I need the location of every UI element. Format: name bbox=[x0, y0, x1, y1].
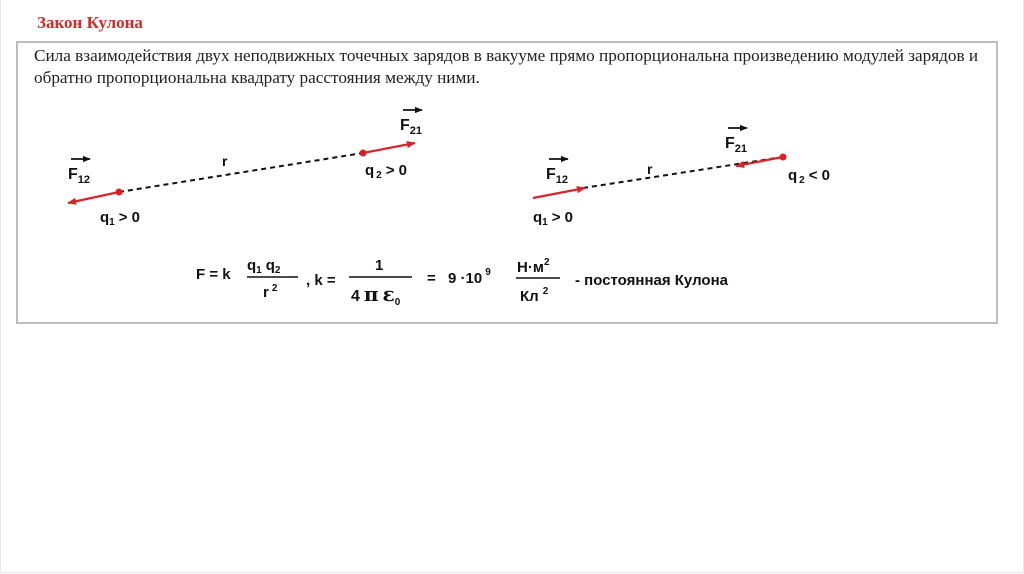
f12-label: $F_{12}$ bbox=[546, 166, 569, 186]
equals-sign: = bbox=[427, 270, 436, 287]
coulomb-formula bbox=[196, 257, 729, 308]
f21-label: $F_{21}$ bbox=[400, 117, 423, 137]
law-definition: Сила взаимодействия двух неподвижных точечных зарядов в вакууме прямо пропорциональна произведению модулей зарядов и обратно пропорциональна квадрату расстояния между ними. bbox=[34, 46, 979, 87]
distance-label: r bbox=[222, 153, 228, 169]
force-arrow-f21 bbox=[736, 157, 783, 166]
unit-denominator: Кл $^2$ bbox=[520, 286, 549, 305]
distance-label: r bbox=[647, 161, 653, 177]
left-diagram bbox=[68, 110, 422, 228]
unit-numerator: $Н\cdot м^2$ bbox=[517, 257, 550, 276]
slide-title: Закон Кулона bbox=[37, 13, 143, 32]
charge-point-1 bbox=[116, 189, 123, 196]
charge-1-label: $q_1 > 0$ bbox=[533, 209, 574, 228]
constant-value: 9 ·10 $^9$ bbox=[448, 267, 491, 287]
charge-2-label: q $_2$ > 0 bbox=[365, 162, 408, 181]
force-arrow-f12 bbox=[533, 188, 585, 198]
force-arrow-f12 bbox=[68, 192, 119, 203]
charge-1-label: $q_1 > 0$ bbox=[100, 209, 141, 228]
charge-point-2 bbox=[360, 150, 367, 157]
k-denominator: 4 π $\varepsilon_0$ bbox=[351, 282, 401, 308]
distance-line bbox=[119, 153, 363, 192]
formula-caption: - постоянная Кулона bbox=[575, 272, 728, 289]
k-label: , k = bbox=[306, 272, 336, 289]
force-arrow-f21 bbox=[363, 143, 415, 153]
formula-numerator: $q_1$ $q_2$ bbox=[247, 257, 281, 276]
formula-lhs: F = k bbox=[196, 266, 231, 283]
formula-denominator: r $^2$ bbox=[263, 283, 278, 301]
charge-2-label: q $_2$ < 0 bbox=[788, 167, 831, 186]
f21-label: $F_{21}$ bbox=[725, 135, 748, 155]
k-numerator: 1 bbox=[375, 257, 384, 274]
right-diagram bbox=[533, 128, 830, 228]
f12-label: $F_{12}$ bbox=[68, 166, 91, 186]
charge-point-2 bbox=[780, 154, 787, 161]
